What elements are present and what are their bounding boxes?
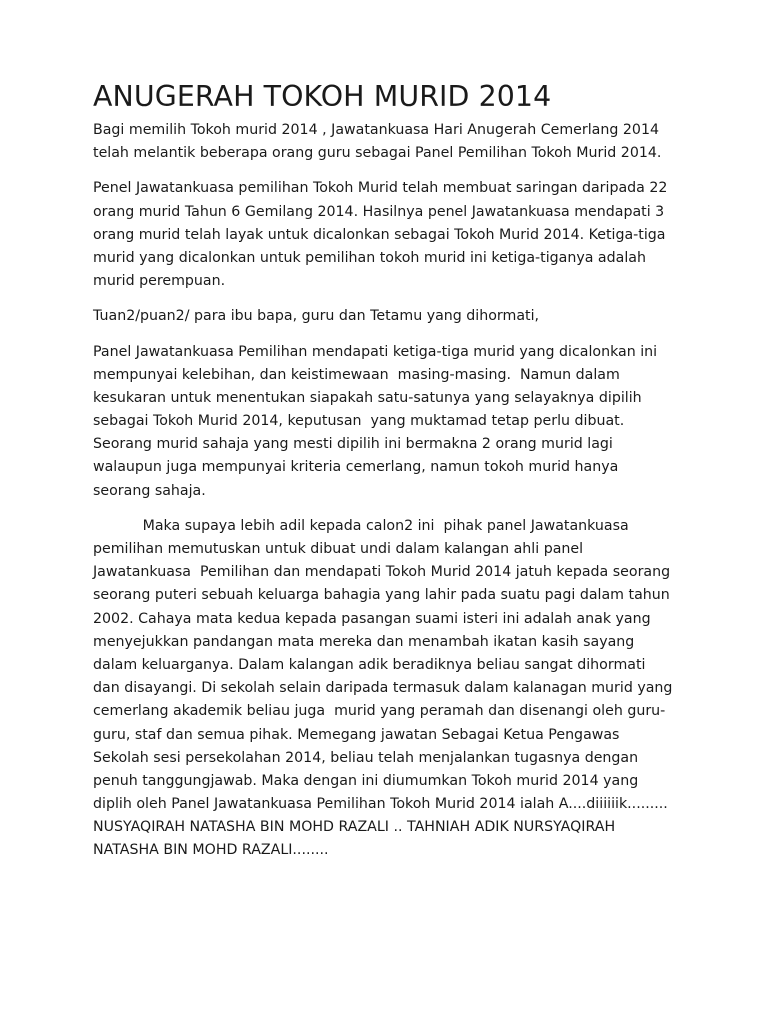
text-line: NATASHA BIN MOHD RAZALI........ [93, 842, 329, 859]
text-line: Tuan2/puan2/ para ibu bapa, guru dan Tetamu yang dihormati, [93, 308, 540, 325]
document-title: ANUGERAH TOKOH MURID 2014 [93, 80, 552, 113]
text-line: 2002. Cahaya mata kedua kepada pasangan suami isteri ini adalah anak yang [93, 610, 651, 627]
text-line: walaupun juga mempunyai kriteria cemerlang, namun tokoh murid hanya [93, 459, 619, 476]
text-line: pemilihan memutuskan untuk dibuat undi dalam kalangan ahli panel [93, 541, 584, 557]
paragraph-announcement [93, 515, 693, 863]
text-line: Sekolah sesi persekolahan 2014, beliau telah menjalankan tugasnya dengan [93, 749, 639, 766]
text-line: seorang puteri sebuah keluarga bahagia yang lahir pada suatu pagi dalam tahun [93, 587, 670, 604]
text-line: diplih oleh Panel Jawatankuasa Pemilihan Tokoh Murid 2014 ialah A....diiiiiik......... [93, 796, 668, 813]
text-line: orang murid Tahun 6 Gemilang 2014. Hasilnya penel Jawatankuasa mendapati 3 [93, 203, 665, 220]
text-line: kesukaran untuk menentukan siapakah satu-satunya yang selayaknya dipilih [93, 389, 642, 406]
paragraph-panel-appointment [93, 119, 693, 165]
text-line: menyejukkan pandangan mata mereka dan menambah ikatan kasih sayang [93, 633, 635, 650]
text-line: guru, staf dan semua pihak. Memegang jawatan Sebagai Ketua Pengawas [93, 726, 620, 743]
text-line: murid perempuan. [93, 273, 226, 290]
text-line: Maka supaya lebih adil kepada calon2 ini pihak panel Jawatankuasa [93, 517, 629, 534]
text-line: cemerlang akademik beliau juga murid yang peramah dan disenangi oleh guru- [93, 703, 666, 720]
text-line: seorang sahaja. [93, 482, 206, 499]
document-body [93, 80, 693, 863]
paragraph-decision [93, 341, 693, 503]
text-line: Panel Jawatankuasa Pemilihan mendapati ketiga-tiga murid yang dicalonkan ini [93, 343, 658, 360]
text-line: sebagai Tokoh Murid 2014, keputusan yang muktamad tetap perlu dibuat. [93, 413, 625, 430]
text-line: mempunyai kelebihan, dan keistimewaan masing-masing. Namun dalam [93, 366, 620, 383]
text-line: Seorang murid sahaja yang mesti dipilih ini bermakna 2 orang murid lagi [93, 436, 613, 453]
text-line: penuh tanggungjawab. Maka dengan ini diumumkan Tokoh murid 2014 yang [93, 772, 639, 789]
text-line: dalam keluarganya. Dalam kalangan adik beradiknya beliau sangat dihormati [93, 656, 646, 673]
text-line: Bagi memilih Tokoh murid 2014 , Jawatankuasa Hari Anugerah Cemerlang 2014 [93, 122, 659, 138]
text-line: telah melantik beberapa orang guru sebagai Panel Pemilihan Tokoh Murid 2014. [93, 145, 662, 162]
text-line: orang murid telah layak untuk dicalonkan sebagai Tokoh Murid 2014. Ketiga-tiga [93, 226, 666, 243]
paragraph-greeting [93, 305, 693, 328]
paragraph-screening [93, 177, 693, 293]
text-line: Penel Jawatankuasa pemilihan Tokoh Murid telah membuat saringan daripada 22 [93, 180, 668, 197]
text-line: NUSYAQIRAH NATASHA BIN MOHD RAZALI .. TAHNIAH ADIK NURSYAQIRAH [93, 819, 616, 836]
text-line: murid yang dicalonkan untuk pemilihan tokoh murid ini ketiga-tiganya adalah [93, 249, 646, 266]
text-line: dan disayangi. Di sekolah selain daripada termasuk dalam kalanagan murid yang [93, 680, 673, 697]
text-line: Jawatankuasa Pemilihan dan mendapati Tokoh Murid 2014 jatuh kepada seorang [93, 564, 671, 581]
